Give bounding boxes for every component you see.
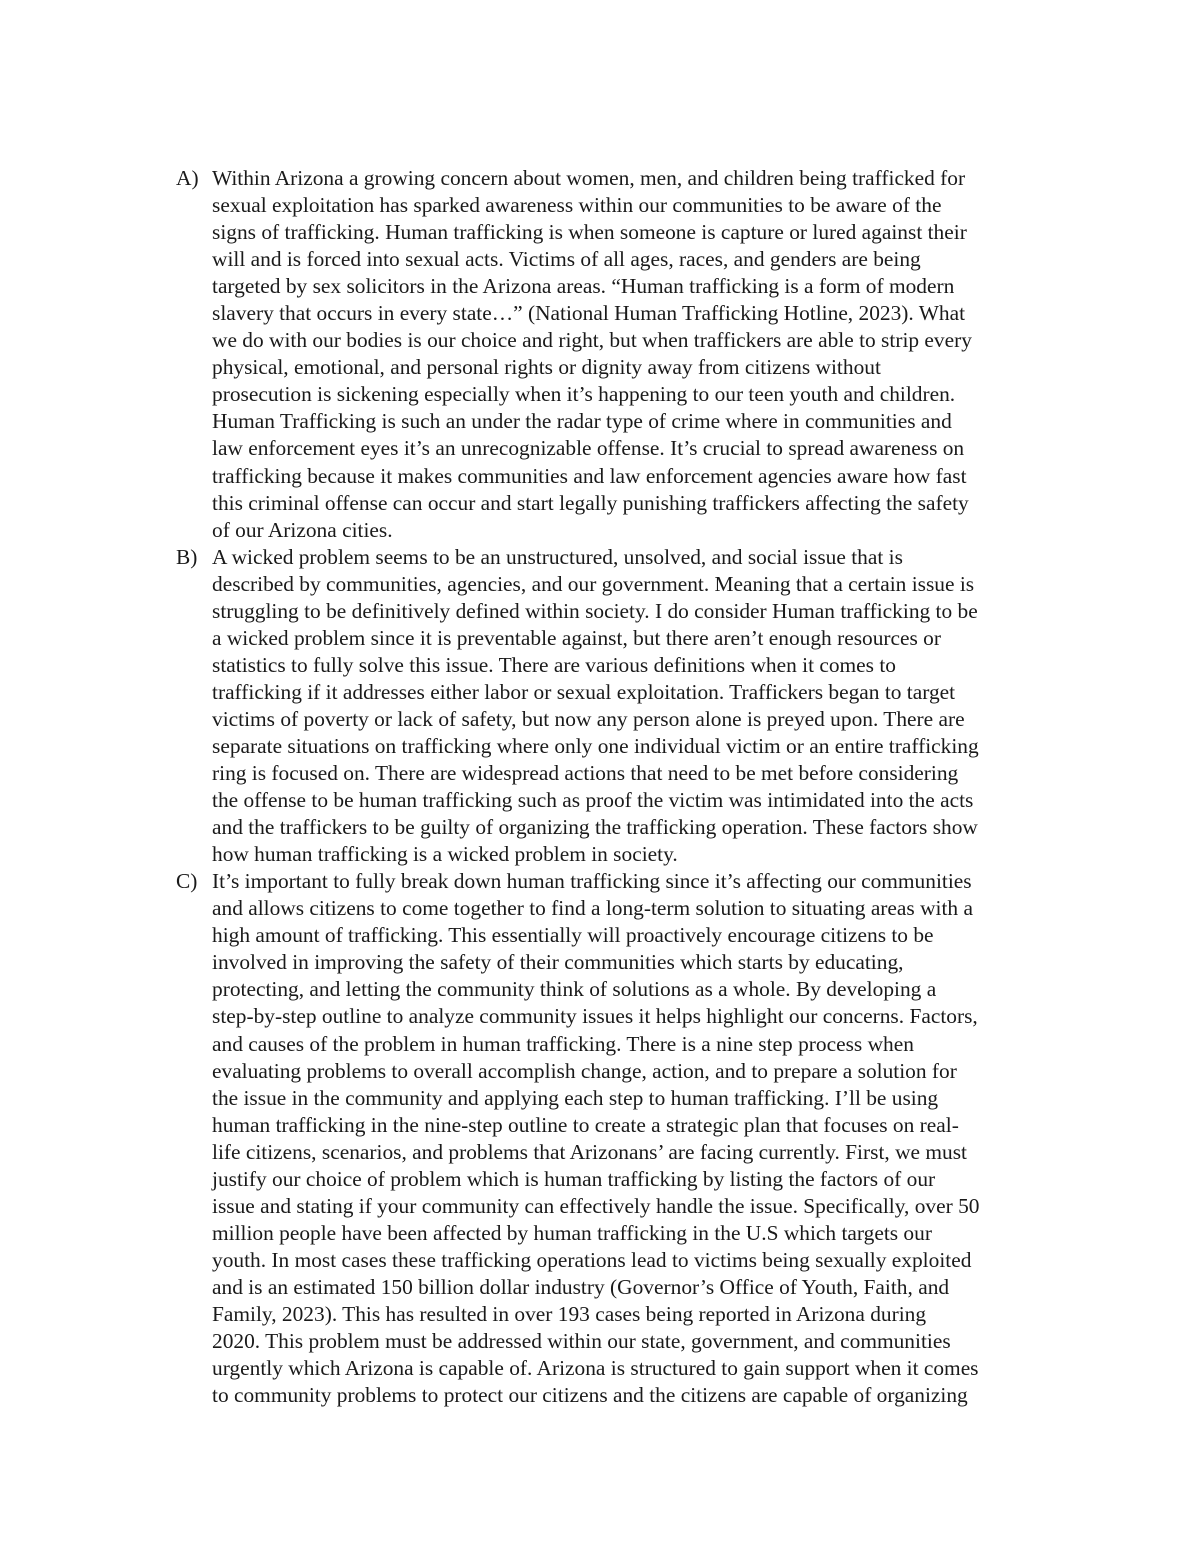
text-line: million people have been affected by human trafficking in the U.S which targets our (212, 1220, 932, 1245)
text-line: prosecution is sickening especially when it’s happening to our teen youth and children. (212, 382, 956, 407)
text-line: and the traffickers to be guilty of organizing the trafficking operation. These factors show (212, 815, 978, 840)
text-line: justify our choice of problem which is human trafficking by listing the factors of our (212, 1166, 936, 1191)
text-line: step-by-step outline to analyze community issues it helps highlight our concerns. Factors, (212, 1004, 978, 1029)
text-line: the issue in the community and applying each step to human trafficking. I’ll be using (212, 1085, 939, 1110)
text-line: 2020. This problem must be addressed within our state, government, and communities (212, 1329, 951, 1354)
text-line: issue and stating if your community can effectively handle the issue. Specifically, over 50 (212, 1193, 980, 1218)
text-line: how human trafficking is a wicked problem in society. (212, 842, 678, 867)
text-line: youth. In most cases these trafficking operations lead to victims being sexually exploited (212, 1247, 972, 1272)
text-line: struggling to be definitively defined within society. I do consider Human trafficking to be (212, 598, 978, 623)
text-line: to community problems to protect our citizens and the citizens are capable of organizing (212, 1383, 968, 1408)
text-line: trafficking if it addresses either labor or sexual exploitation. Traffickers began to target (212, 679, 956, 704)
text-line: and allows citizens to come together to find a long-term solution to situating areas with a (212, 896, 973, 921)
text-line: this criminal offense can occur and start legally punishing traffickers affecting the safety (212, 490, 969, 515)
text-line: the offense to be human trafficking such as proof the victim was intimidated into the acts (212, 788, 974, 813)
text-line: urgently which Arizona is capable of. Arizona is structured to gain support when it comes (212, 1356, 979, 1381)
list-marker: B) (176, 544, 198, 569)
text-line: will and is forced into sexual acts. Victims of all ages, races, and genders are being (212, 247, 921, 272)
text-line: separate situations on trafficking where only one individual victim or an entire trafficking (212, 733, 979, 758)
text-line: law enforcement eyes it’s an unrecognizable offense. It’s crucial to spread awareness on (212, 436, 965, 461)
text-line: we do with our bodies is our choice and right, but when traffickers are able to strip every (212, 328, 972, 353)
text-line: Family, 2023). This has resulted in over 193 cases being reported in Arizona during (212, 1301, 927, 1326)
list-marker: C) (176, 869, 198, 894)
text-line: life citizens, scenarios, and problems that Arizonans’ are facing currently. First, we must (212, 1139, 967, 1164)
text-line: Human Trafficking is such an under the radar type of crime where in communities and (212, 409, 952, 434)
text-line: sexual exploitation has sparked awareness within our communities to be aware of the (212, 193, 942, 218)
text-line: and causes of the problem in human trafficking. There is a nine step process when (212, 1031, 914, 1056)
text-line: and is an estimated 150 billion dollar industry (Governor’s Office of Youth, Faith, and (212, 1274, 950, 1299)
text-line: human trafficking in the nine-step outline to create a strategic plan that focuses on real- (212, 1112, 959, 1137)
text-line: It’s important to fully break down human trafficking since it’s affecting our communities (212, 869, 972, 894)
text-line: statistics to fully solve this issue. There are various definitions when it comes to (212, 652, 896, 677)
text-line: targeted by sex solicitors in the Arizona areas. “Human trafficking is a form of modern (212, 274, 955, 299)
text-line: slavery that occurs in every state…” (National Human Trafficking Hotline, 2023). What (212, 301, 966, 326)
text-line: involved in improving the safety of their communities which starts by educating, (212, 950, 904, 975)
list-item-b (176, 544, 1066, 869)
text-line: trafficking because it makes communities and law enforcement agencies aware how fast (212, 463, 967, 488)
text-line: a wicked problem since it is preventable against, but there aren’t enough resources or (212, 625, 942, 650)
list-item-a (176, 165, 1066, 544)
text-line: physical, emotional, and personal rights or dignity away from citizens without (212, 355, 881, 380)
text-line: evaluating problems to overall accomplish change, action, and to prepare a solution for (212, 1058, 957, 1083)
text-line: ring is focused on. There are widespread actions that need to be met before considering (212, 761, 959, 786)
text-line: Within Arizona a growing concern about women, men, and children being trafficked for (212, 166, 966, 190)
text-line: protecting, and letting the community think of solutions as a whole. By developing a (212, 977, 937, 1002)
lettered-list (176, 165, 1066, 1409)
text-line: high amount of trafficking. This essentially will proactively encourage citizens to be (212, 923, 934, 948)
list-item-c (176, 868, 1066, 1409)
list-marker: A) (176, 166, 199, 190)
text-line: A wicked problem seems to be an unstructured, unsolved, and social issue that is (212, 544, 903, 569)
text-line: victims of poverty or lack of safety, but now any person alone is preyed upon. There are (212, 706, 965, 731)
text-line: signs of trafficking. Human trafficking is when someone is capture or lured against their (212, 220, 967, 245)
text-line: of our Arizona cities. (212, 517, 393, 542)
text-line: described by communities, agencies, and our government. Meaning that a certain issue is (212, 571, 975, 596)
